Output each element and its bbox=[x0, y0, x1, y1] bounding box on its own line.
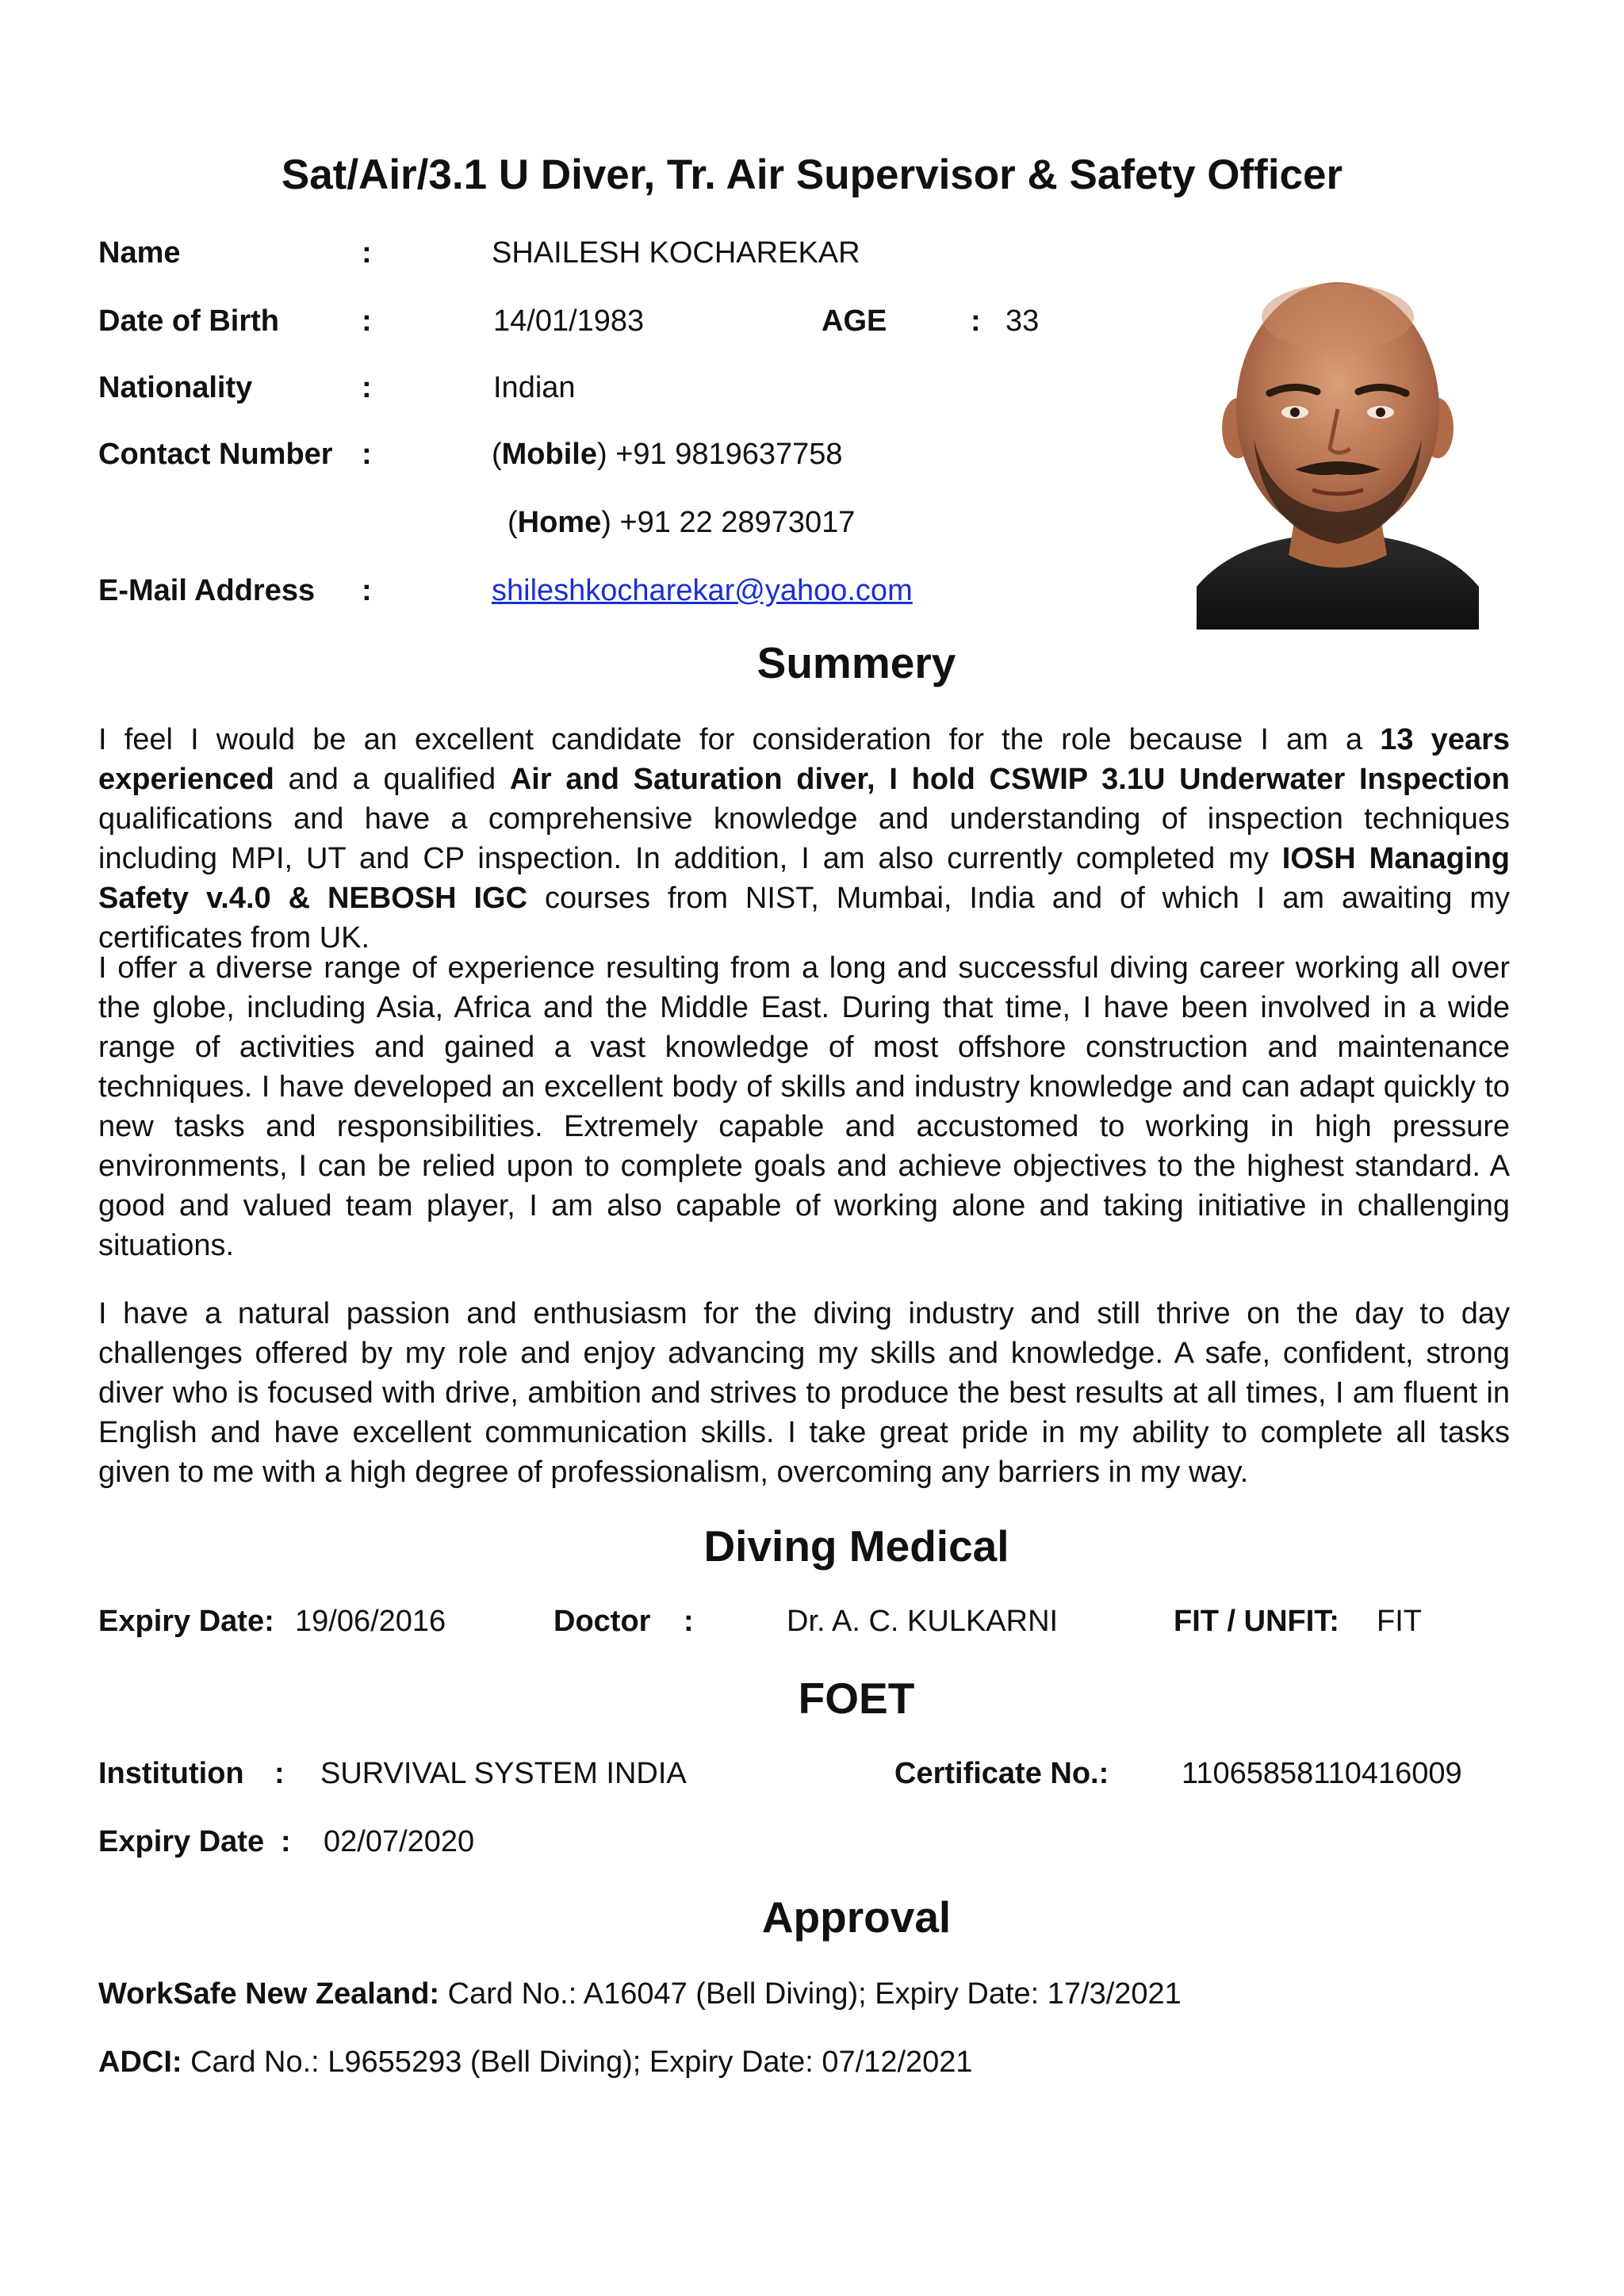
medical-expiry-value: 19/06/2016 bbox=[295, 1605, 446, 1638]
colon: : bbox=[281, 1825, 291, 1858]
institution-value: SURVIVAL SYSTEM INDIA bbox=[320, 1757, 687, 1790]
summary-text: qualifications and have a comprehensive knowledge and understanding of inspection techniques including MPI, UT and CP inspection. In addition, I am also currently completed my bbox=[98, 802, 1510, 875]
adci-approval bbox=[98, 2045, 973, 2080]
summary-paragraph-3: I have a natural passion and enthusiasm for the diving industry and still thrive on the day to day challenges offered by my role and enjoy advancing my skills and knowledge. A safe, confident, strong diver who is focused with drive, ambition and strives to produce the best results at all times, I am fluent in English and have excellent communication skills. I take great pride in my ability to complete all tasks given to me with a high degree of professionalism, overcoming any barriers in my way. bbox=[98, 1297, 1510, 1489]
fit-label: FIT / UNFIT: bbox=[1174, 1605, 1339, 1638]
name-label: Name bbox=[98, 236, 181, 270]
foet-expiry-label: Expiry Date bbox=[98, 1825, 265, 1858]
doctor-value: Dr. A. C. KULKARNI bbox=[787, 1605, 1059, 1638]
foet-heading: FOET bbox=[798, 1674, 915, 1723]
email-label: E-Mail Address bbox=[98, 574, 316, 607]
fit-value: FIT bbox=[1377, 1605, 1422, 1638]
summary-paragraph-2: I offer a diverse range of experience resulting from a long and successful diving career working all over the globe, including Asia, Africa and the Middle East. During that time, I have been involved in a wide range of activities and gained a vast knowledge of most offshore construction and maintenance techniques. I have developed an excellent body of skills and industry knowledge and can adapt quickly to new tasks and responsibilities. Extremely capable and accustomed to working in high pressure environments, I can be relied upon to complete goals and achieve objectives to the highest standard. A good and valued team player, I am also capable of working alone and taking initiative in challenging situations. bbox=[98, 951, 1510, 1262]
profile-photo bbox=[1197, 270, 1479, 629]
medical-expiry-label: Expiry Date: bbox=[98, 1605, 274, 1638]
colon: : bbox=[684, 1605, 694, 1638]
dob-label: Date of Birth bbox=[98, 304, 279, 338]
home-number: (Home) +91 22 28973017 bbox=[508, 506, 856, 539]
worksafe-approval bbox=[98, 1977, 1182, 2011]
colon: : bbox=[362, 438, 372, 471]
adci-label: ADCI: bbox=[98, 2045, 182, 2079]
summary-highlight: IOSH Managing Safety v.4.0 & NEBOSH IGC bbox=[98, 842, 1510, 915]
medical-heading: Diving Medical bbox=[703, 1521, 1009, 1571]
summary-text: I feel I would be an excellent candidate for consideration for the role because I am a bbox=[98, 723, 1381, 756]
contact-label: Contact Number bbox=[98, 438, 333, 471]
colon: : bbox=[362, 371, 372, 404]
summary-paragraph-1 bbox=[98, 720, 1510, 958]
mobile-label: Mobile bbox=[501, 438, 597, 471]
email-link[interactable]: shileshkocharekar@yahoo.com bbox=[492, 574, 913, 607]
adci-value: Card No.: L9655293 (Bell Diving); Expiry Date: 07/12/2021 bbox=[182, 2045, 973, 2079]
institution-label: Institution bbox=[98, 1757, 244, 1790]
summary-heading: Summery bbox=[756, 638, 956, 687]
summary-text: courses from NIST, Mumbai, India and of which I am awaiting my certificates from UK. bbox=[98, 882, 1510, 955]
doctor-label: Doctor bbox=[553, 1605, 651, 1638]
mobile-value: +91 9819637758 bbox=[607, 438, 843, 471]
document-title: Sat/Air/3.1 U Diver, Tr. Air Supervisor & Safety Officer bbox=[281, 151, 1343, 198]
worksafe-value: Card No.: A16047 (Bell Diving); Expiry Date: 17/3/2021 bbox=[439, 1977, 1182, 2011]
nationality-label: Nationality bbox=[98, 371, 253, 404]
home-label: Home bbox=[517, 506, 602, 539]
colon: : bbox=[362, 574, 372, 607]
approval-heading: Approval bbox=[761, 1892, 952, 1942]
certificate-value: 11065858110416009 bbox=[1182, 1757, 1462, 1790]
name-value: SHAILESH KOCHAREKAR bbox=[492, 236, 860, 270]
colon: : bbox=[362, 304, 372, 338]
nationality-value: Indian bbox=[493, 371, 576, 404]
foet-expiry-value: 02/07/2020 bbox=[324, 1825, 475, 1858]
colon: : bbox=[362, 236, 372, 270]
age-label: AGE bbox=[822, 304, 887, 338]
mobile-number: (Mobile) +91 9819637758 bbox=[492, 438, 843, 471]
dob-value: 14/01/1983 bbox=[493, 304, 645, 338]
colon: : bbox=[971, 304, 981, 338]
age-value: 33 bbox=[1005, 304, 1040, 338]
colon: : bbox=[274, 1757, 285, 1790]
summary-highlight: Air and Saturation diver, I hold CSWIP 3.1U Underwater Inspection bbox=[509, 763, 1510, 796]
summary-text: and a qualified bbox=[274, 763, 510, 796]
home-value: +91 22 28973017 bbox=[611, 506, 856, 539]
summary-highlight: 13 years experienced bbox=[98, 723, 1511, 796]
worksafe-label: WorkSafe New Zealand: bbox=[98, 1977, 440, 2011]
certificate-label: Certificate No.: bbox=[894, 1757, 1109, 1790]
